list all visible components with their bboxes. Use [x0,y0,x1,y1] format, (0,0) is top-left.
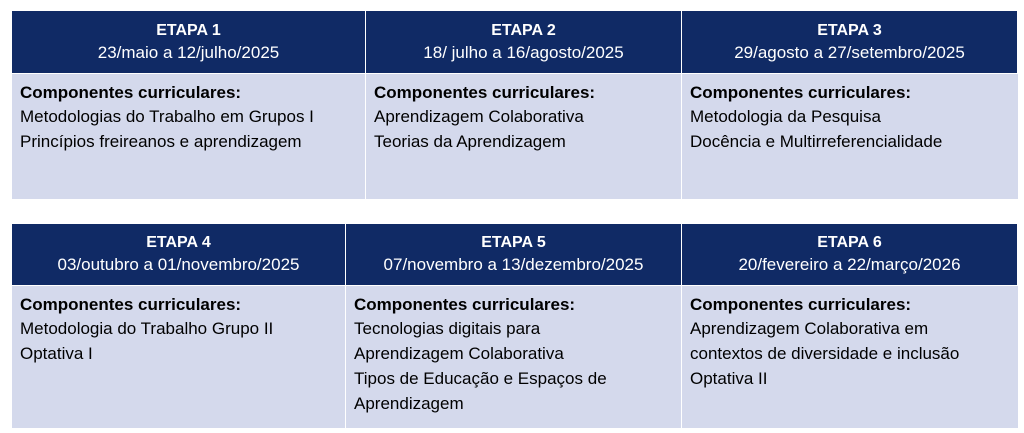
etapa-dates: 23/maio a 12/julho/2025 [97,42,280,62]
components-label: Componentes curriculares: [690,83,912,102]
etapa-title: ETAPA 3 [817,21,882,39]
etapa-2-components [366,73,682,199]
components-label: Componentes curriculares: [374,83,596,102]
etapa-6-components [682,285,1018,428]
etapa-dates: 20/fevereiro a 22/março/2026 [738,255,961,274]
etapa-1-header [12,11,366,73]
etapa-title: ETAPA 4 [146,234,211,251]
component-item: Princípios freireanos e aprendizagem [20,132,302,151]
etapas-table-2 [12,224,1018,428]
etapa-dates: 07/novembro a 13/dezembro/2025 [383,255,644,274]
component-item: Aprendizagem [354,394,464,413]
component-item: Teorias da Aprendizagem [374,132,566,151]
etapa-3-components [682,73,1018,199]
components-label: Componentes curriculares: [690,295,912,314]
components-label: Componentes curriculares: [20,83,242,102]
component-item: Metodologia da Pesquisa [690,107,881,126]
etapa-5-header [346,224,682,285]
component-item: Tecnologias digitais para [354,319,541,338]
etapa-title: ETAPA 1 [156,21,221,39]
etapa-dates: 18/ julho a 16/agosto/2025 [423,42,624,62]
etapa-dates: 29/agosto a 27/setembro/2025 [734,42,965,62]
component-item: Metodologia do Trabalho Grupo II [20,319,274,338]
etapas-table-1 [12,11,1018,199]
etapa-3-header [682,11,1018,73]
component-item: Aprendizagem Colaborativa [354,344,564,363]
etapa-title: ETAPA 5 [481,234,546,251]
etapa-5-components [346,285,682,428]
component-item: Optativa II [690,369,768,388]
etapa-6-header [682,224,1018,285]
etapa-2-header [366,11,682,73]
components-label: Componentes curriculares: [20,295,242,314]
etapa-1-components [12,73,366,199]
etapa-title: ETAPA 2 [491,21,556,39]
component-item: Metodologias do Trabalho em Grupos I [20,107,314,126]
component-item: Aprendizagem Colaborativa [374,107,584,126]
etapa-4-header [12,224,346,285]
components-label: Componentes curriculares: [354,295,576,314]
component-item: contextos de diversidade e inclusão [690,344,960,363]
etapa-dates: 03/outubro a 01/novembro/2025 [57,255,300,274]
component-item: Tipos de Educação e Espaços de [354,369,607,388]
component-item: Docência e Multirreferencialidade [690,132,943,151]
component-item: Aprendizagem Colaborativa em [690,319,929,338]
etapa-4-components [12,285,346,428]
component-item: Optativa I [20,344,93,363]
etapa-title: ETAPA 6 [817,234,882,251]
